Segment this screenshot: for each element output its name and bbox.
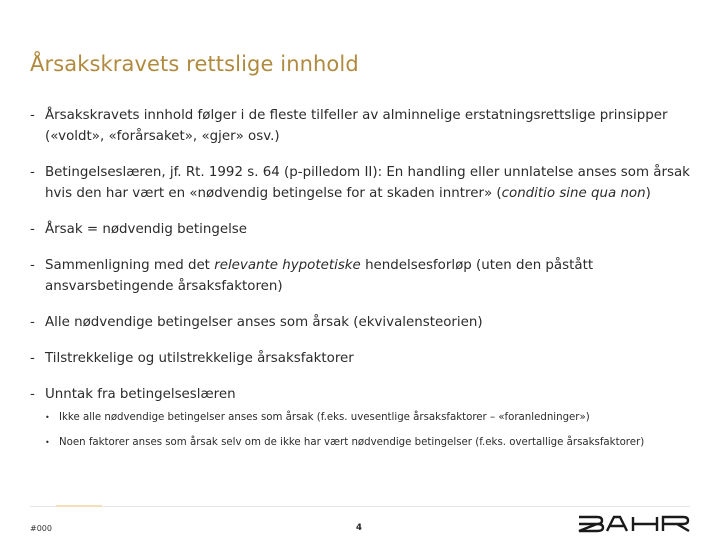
sub-bullet-text: Noen faktorer anses som årsak selv om de ikke har vært nødvendige betingelser (f.eks. overtallige årsaksfaktorer): [59, 437, 645, 448]
italic-text: relevante hypotetiske: [214, 258, 361, 273]
sub-bullet-item: [45, 411, 695, 424]
sub-bullet-list: [45, 411, 695, 449]
bullet-list: [30, 105, 695, 464]
text-run: hendelsesforløp (uten den påstått ansvarsbetingende årsaksfaktoren): [45, 258, 594, 294]
bullet-dash: -: [30, 258, 35, 273]
bullet-item: [30, 219, 695, 240]
bullet-dash: -: [30, 165, 35, 180]
text-run: Tilstrekkelige og utilstrekkelige årsaksfaktorer: [45, 351, 354, 366]
bullet-dash: -: [30, 315, 35, 330]
bullet-item: [30, 348, 695, 369]
bullet-text: [45, 258, 593, 294]
sub-bullet-item: [45, 436, 695, 449]
footer-code: #000: [30, 524, 52, 533]
italic-text: conditio sine qua non: [501, 186, 646, 201]
bullet-item: [30, 384, 695, 449]
text-run: Alle nødvendige betingelser anses som årsak (ekvivalensteorien): [45, 315, 483, 330]
bahr-logo-icon: [577, 515, 691, 533]
text-run: Årsakskravets innhold følger i de fleste tilfeller av alminnelige erstatningsrettslige prinsipper («voldt», «forårsaket», «gjer» osv.): [45, 108, 668, 144]
text-run: Unntak fra betingelseslæren: [45, 387, 236, 402]
sub-bullet-dot: •: [45, 413, 50, 422]
bullet-dash: -: [30, 351, 35, 366]
bullet-dash: -: [30, 108, 35, 123]
footer-accent-bar: [56, 505, 102, 507]
text-run: Årsak = nødvendig betingelse: [45, 222, 248, 237]
bullet-text: [45, 315, 483, 330]
bullet-dash: -: [30, 387, 35, 402]
bullet-item: [30, 162, 695, 204]
bullet-text: [45, 387, 236, 402]
slide-title: Årsakskravets rettslige innhold: [30, 52, 359, 76]
bullet-item: [30, 255, 695, 297]
sub-bullet-dot: •: [45, 438, 50, 447]
text-run: ): [645, 186, 651, 201]
sub-bullet-text: Ikke alle nødvendige betingelser anses som årsak (f.eks. uvesentlige årsaksfaktorer – «foranledninger»): [59, 412, 590, 423]
bullet-item: [30, 312, 695, 333]
bullet-text: [45, 165, 690, 201]
bullet-item: [30, 105, 695, 147]
bullet-text: [45, 351, 354, 366]
footer-divider: [30, 506, 690, 507]
page-number: 4: [356, 523, 362, 533]
text-run: Sammenligning med det: [45, 258, 215, 273]
text-run: Betingelseslæren, jf. Rt. 1992 s. 64 (p-pilledom II): En handling eller unnlatelse anses som årsak hvis den har vært en «nødvendig betingelse for at skaden inntrer» (: [45, 165, 690, 201]
bullet-text: [45, 108, 667, 144]
bullet-text: [45, 222, 247, 237]
bullet-dash: -: [30, 222, 35, 237]
